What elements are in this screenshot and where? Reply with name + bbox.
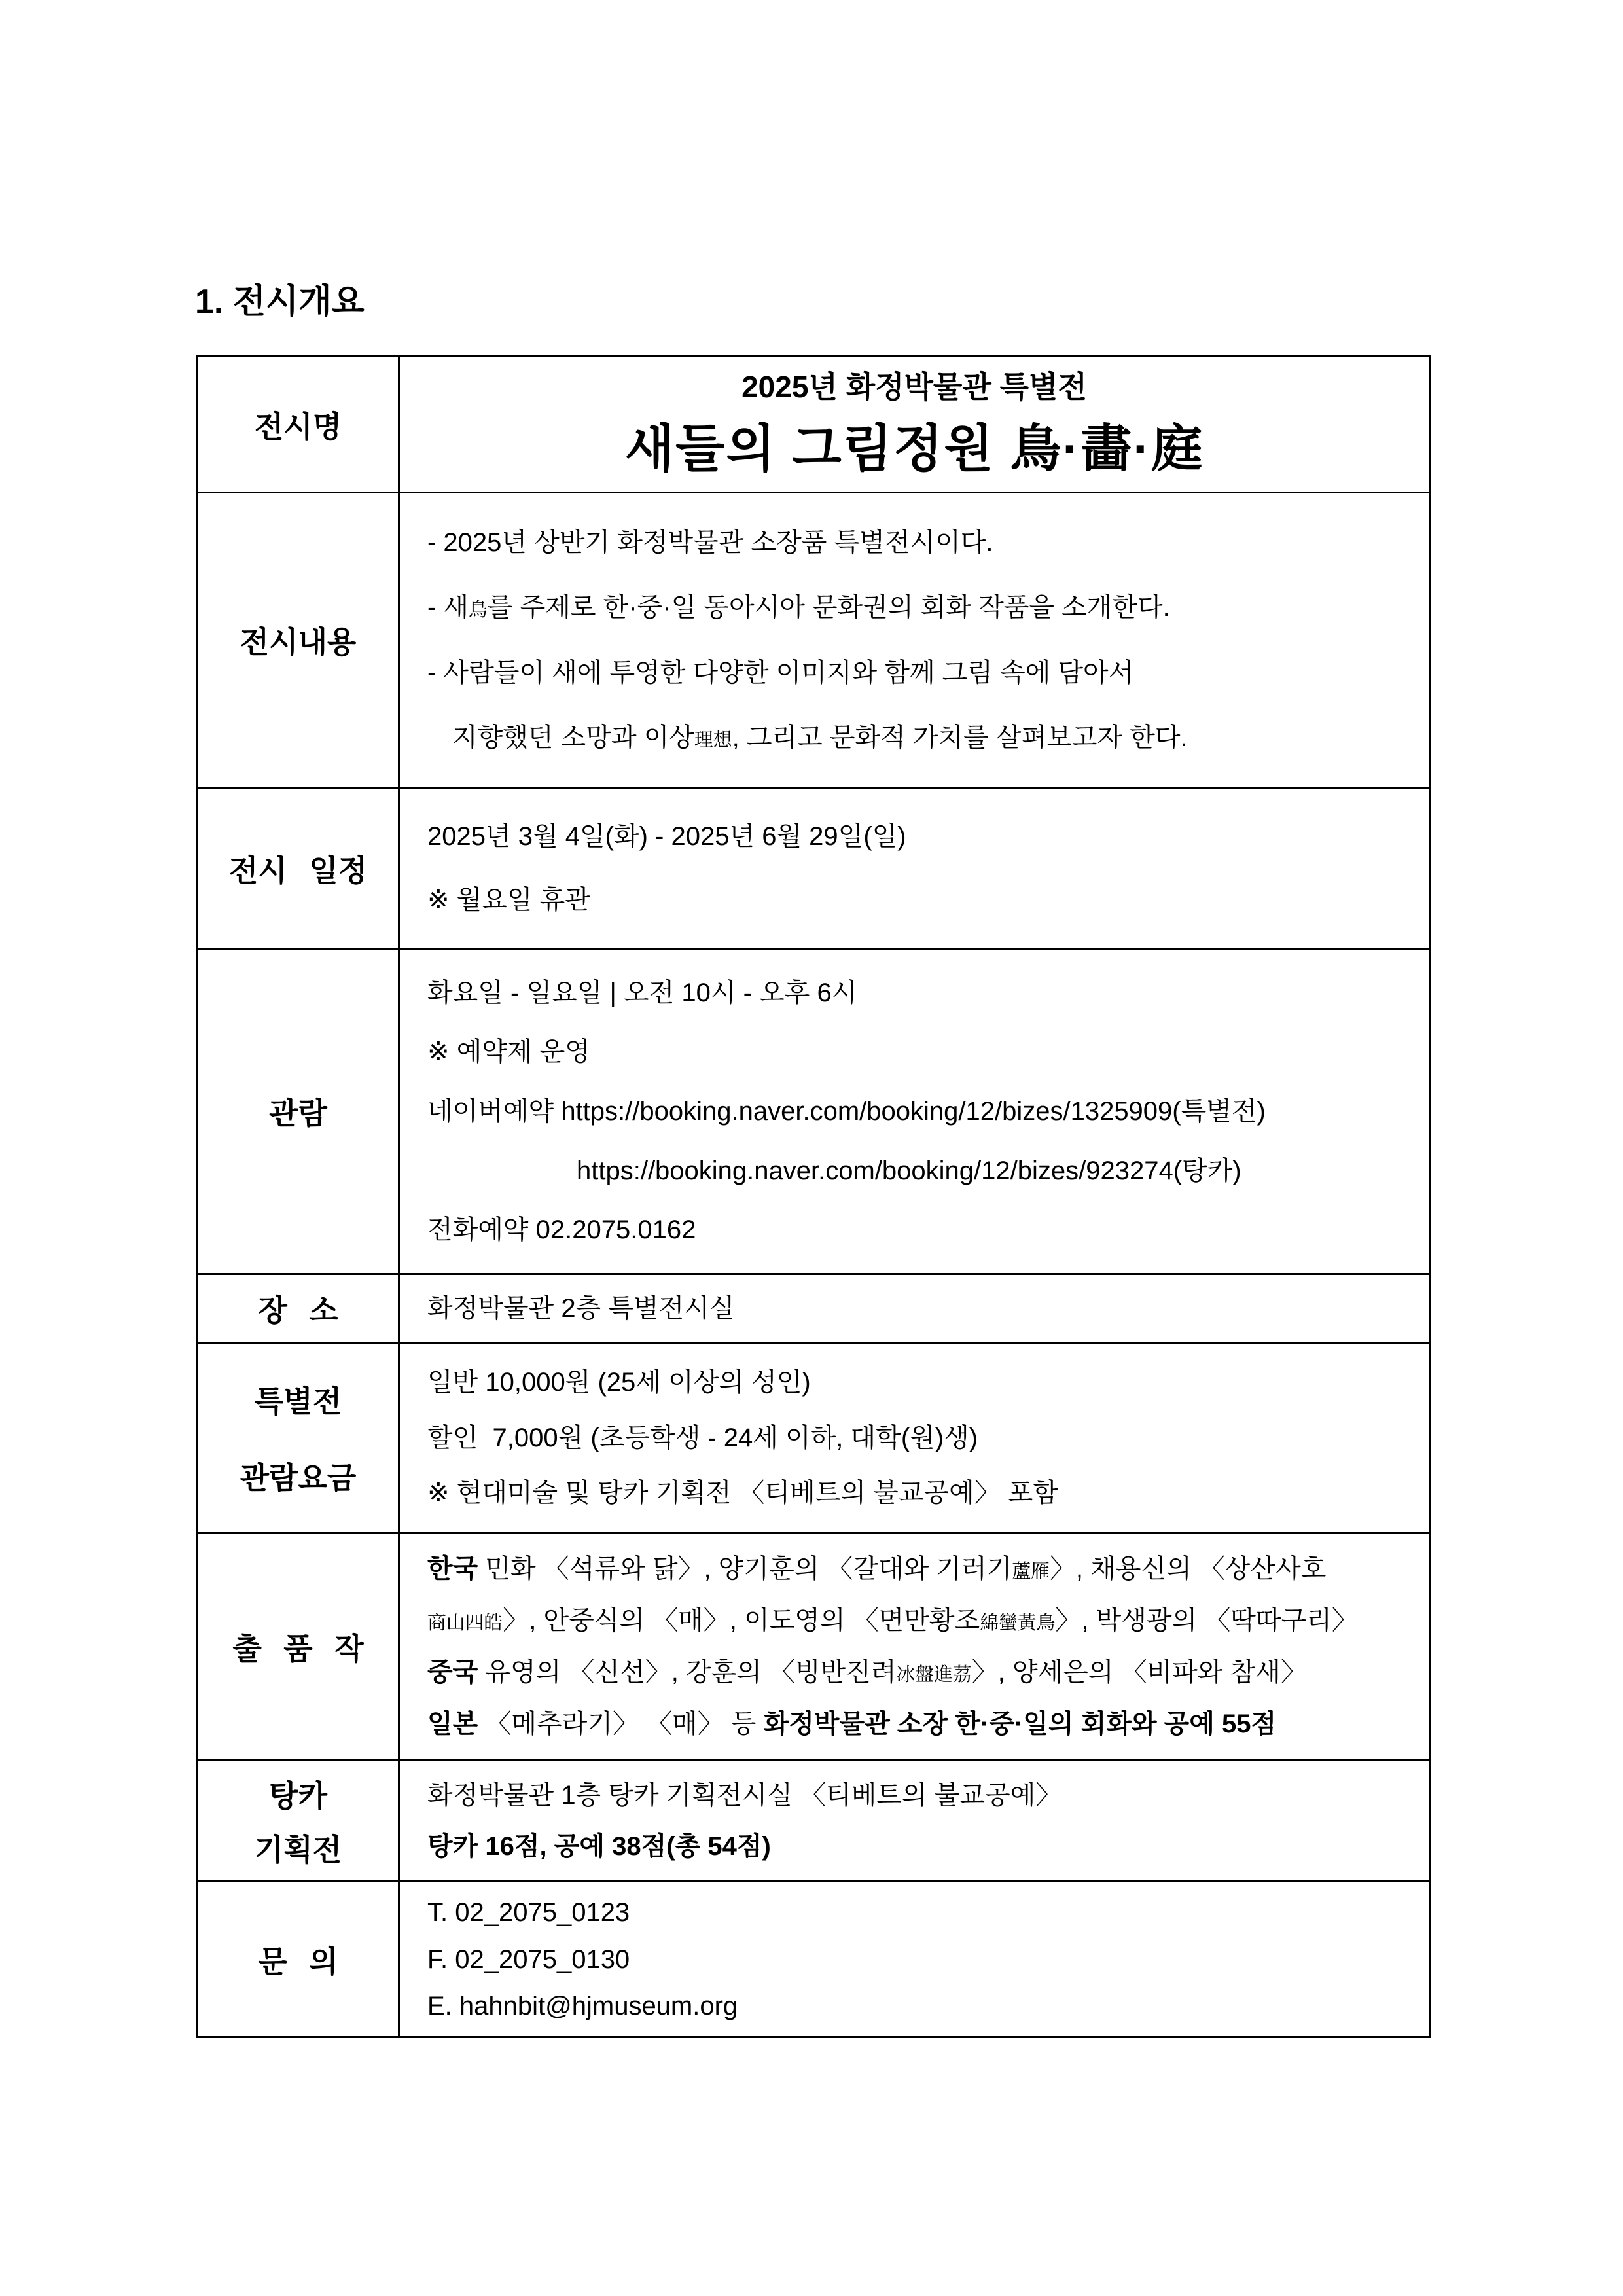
cell-line bbox=[427, 1035, 590, 1068]
row-exhibited-works-content bbox=[400, 1534, 1429, 1759]
cell-line bbox=[427, 820, 906, 853]
text-segment: 전화예약 02.2075.0162 bbox=[427, 1215, 696, 1245]
text-segment: https://booking.naver.com/booking/12/bizes/923274(탕카) bbox=[577, 1156, 1241, 1185]
label-line: 문 의 bbox=[258, 1944, 338, 1979]
cell-line bbox=[427, 1990, 738, 2022]
cell-line bbox=[427, 1604, 1358, 1637]
text-segment: - 2025년 상반기 화정박물관 소장품 특별전시이다. bbox=[427, 528, 993, 557]
row-thangka-exhibition bbox=[198, 1759, 1429, 1880]
text-segment: 화정박물관 2층 특별전시실 bbox=[427, 1294, 735, 1323]
row-thangka-exhibition-label bbox=[198, 1761, 400, 1880]
text-segment: 화정박물관 소장 한·중·일의 회화와 공예 55점 bbox=[763, 1710, 1277, 1738]
cell-line bbox=[427, 1552, 1326, 1585]
row-exhibition-name-content bbox=[400, 357, 1429, 492]
text-segment: 화요일 - 일요일 | 오전 10시 - 오후 6시 bbox=[427, 978, 857, 1007]
text-segment: 蘆雁 bbox=[1012, 1561, 1050, 1582]
text-segment: ※ 현대미술 및 탕카 기획전 〈티베트의 불교공예〉 포함 bbox=[427, 1478, 1059, 1507]
label-line: 전시 일정 bbox=[228, 853, 368, 888]
text-segment: 鳥 bbox=[469, 600, 488, 621]
text-segment: 새들의 그림정원 鳥·畵·庭 bbox=[624, 419, 1204, 477]
row-exhibition-content-content bbox=[400, 493, 1429, 787]
row-exhibition-name-label bbox=[198, 357, 400, 492]
text-segment: 〉, 채용신의 〈상산사호 bbox=[1049, 1554, 1327, 1583]
text-segment: F. 02_2075_0130 bbox=[427, 1945, 630, 1974]
text-segment: 화정박물관 1층 탕카 기획전시실 〈티베트의 불교공예〉 bbox=[427, 1781, 1062, 1810]
cell-line bbox=[427, 1422, 978, 1454]
row-viewing-info bbox=[198, 948, 1429, 1273]
row-contact-label bbox=[198, 1882, 400, 2036]
cell-line bbox=[625, 417, 1204, 481]
text-segment: 일본 bbox=[427, 1710, 478, 1738]
cell-line bbox=[427, 1213, 696, 1246]
row-exhibition-content-label bbox=[198, 493, 400, 787]
cell-line bbox=[427, 1779, 1061, 1812]
row-contact-content bbox=[400, 1882, 1429, 2036]
label-line: 전시명 bbox=[254, 409, 342, 444]
cell-line bbox=[427, 1943, 630, 1976]
text-segment: 綿蠻黃鳥 bbox=[980, 1613, 1056, 1634]
text-segment: 商山四皓 bbox=[427, 1613, 503, 1634]
row-exhibition-schedule bbox=[198, 787, 1429, 948]
text-segment: , 그리고 문화적 가치를 살펴보고자 한다. bbox=[732, 723, 1188, 753]
row-exhibition-schedule-label bbox=[198, 789, 400, 948]
exhibition-overview-table bbox=[196, 355, 1431, 2038]
label-line: 특별전 bbox=[254, 1384, 342, 1418]
row-venue bbox=[198, 1273, 1429, 1342]
label-line: 출 품 작 bbox=[232, 1631, 364, 1666]
text-segment: - 새 bbox=[427, 593, 469, 622]
cell-line bbox=[427, 1095, 1266, 1128]
text-segment: - 사람들이 새에 투영한 다양한 이미지와 함께 그림 속에 담아서 bbox=[427, 658, 1134, 687]
cell-line bbox=[427, 884, 590, 916]
text-segment: 네이버예약 https://booking.naver.com/booking/12/bizes/1325909(특별전) bbox=[427, 1096, 1266, 1126]
row-admission-fee-content bbox=[400, 1344, 1429, 1532]
page-title: 1. 전시개요 bbox=[195, 283, 365, 321]
cell-line bbox=[427, 1155, 1241, 1187]
row-venue-label bbox=[198, 1275, 400, 1342]
row-exhibited-works bbox=[198, 1532, 1429, 1759]
row-venue-content bbox=[400, 1275, 1429, 1342]
row-contact bbox=[198, 1880, 1429, 2036]
label-line: 장 소 bbox=[258, 1293, 338, 1327]
text-segment: 중국 bbox=[427, 1658, 478, 1687]
text-segment: 〉, 안중식의 〈매〉, 이도영의 〈면만황조 bbox=[503, 1606, 980, 1635]
row-exhibition-content bbox=[198, 492, 1429, 787]
cell-line bbox=[427, 656, 1133, 689]
text-segment: 〉, 양세은의 〈비파와 참새〉 bbox=[971, 1658, 1307, 1687]
cell-line bbox=[427, 977, 857, 1009]
cell-line bbox=[427, 526, 993, 559]
text-segment: 2025년 화정박물관 특별전 bbox=[741, 369, 1087, 404]
text-segment: 유영의 〈신선〉, 강훈의 〈빙반진려 bbox=[478, 1658, 897, 1687]
cell-line bbox=[427, 1896, 630, 1929]
label-line: 탕카 bbox=[269, 1778, 327, 1813]
text-segment: 冰盤進茘 bbox=[896, 1664, 972, 1685]
text-segment: 理想 bbox=[694, 730, 732, 751]
cell-line bbox=[427, 1292, 735, 1325]
cell-line bbox=[427, 1656, 1307, 1689]
row-exhibited-works-label bbox=[198, 1534, 400, 1759]
label-line: 전시내용 bbox=[240, 625, 357, 659]
row-exhibition-name bbox=[198, 357, 1429, 492]
text-segment: T. 02_2075_0123 bbox=[427, 1898, 630, 1928]
cell-line bbox=[427, 1708, 1276, 1740]
text-segment: 일반 10,000원 (25세 이상의 성인) bbox=[427, 1368, 811, 1397]
label-line: 관람요금 bbox=[240, 1461, 357, 1496]
text-segment: ※ 월요일 휴관 bbox=[427, 886, 590, 915]
text-segment: 한국 bbox=[427, 1554, 478, 1583]
row-viewing-info-label bbox=[198, 950, 400, 1273]
cell-line bbox=[427, 721, 1188, 754]
row-admission-fee bbox=[198, 1342, 1429, 1532]
cell-line bbox=[427, 1830, 771, 1863]
text-segment: 2025년 3월 4일(화) - 2025년 6월 29일(일) bbox=[427, 821, 906, 851]
text-segment: ※ 예약제 운영 bbox=[427, 1037, 590, 1067]
row-admission-fee-label bbox=[198, 1344, 400, 1532]
row-viewing-info-content bbox=[400, 950, 1429, 1273]
label-line: 기획전 bbox=[254, 1833, 342, 1867]
cell-line bbox=[427, 591, 1170, 624]
cell-line bbox=[741, 368, 1087, 406]
row-thangka-exhibition-content bbox=[400, 1761, 1429, 1880]
text-segment: 할인 7,000원 (초등학생 - 24세 이하, 대학(원)생) bbox=[427, 1423, 978, 1452]
text-segment: 지향했던 소망과 이상 bbox=[452, 723, 694, 753]
cell-line bbox=[427, 1477, 1058, 1509]
text-segment: 민화 〈석류와 닭〉, 양기훈의 〈갈대와 기러기 bbox=[478, 1554, 1012, 1583]
row-exhibition-schedule-content bbox=[400, 789, 1429, 948]
text-segment: E. hahnbit@hjmuseum.org bbox=[427, 1991, 738, 2020]
text-segment: 〉, 박생광의 〈딱따구리〉 bbox=[1055, 1606, 1358, 1635]
text-segment: 탕카 16점, 공예 38점(총 54점) bbox=[427, 1831, 771, 1861]
text-segment: 〈메추라기〉 〈매〉 등 bbox=[478, 1710, 764, 1738]
label-line: 관람 bbox=[269, 1096, 327, 1130]
cell-line bbox=[427, 1366, 811, 1399]
text-segment: 를 주제로 한·중·일 동아시아 문화권의 회화 작품을 소개한다. bbox=[487, 593, 1170, 622]
